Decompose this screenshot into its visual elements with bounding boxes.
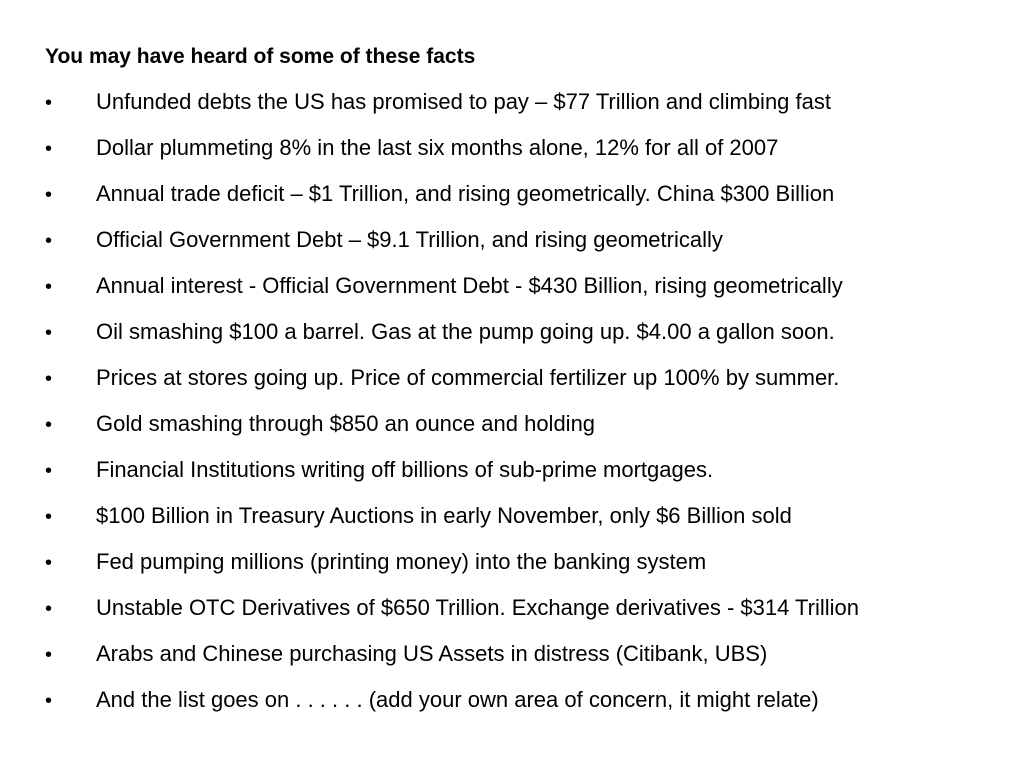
bullet-icon: •	[45, 138, 53, 160]
list-item	[45, 687, 859, 733]
bullet-icon: •	[45, 460, 53, 482]
bullet-icon: •	[45, 690, 53, 712]
bullet-icon: •	[45, 506, 53, 528]
bullet-text: Annual interest - Official Government Debt - $430 Billion, rising geometrically	[96, 273, 843, 298]
bullet-text: Official Government Debt – $9.1 Trillion, and rising geometrically	[96, 227, 723, 252]
list-item	[45, 319, 859, 365]
list-item	[45, 273, 859, 319]
list-item	[45, 457, 859, 503]
bullet-list	[45, 89, 859, 733]
bullet-text: Gold smashing through $850 an ounce and holding	[96, 411, 596, 436]
bullet-text: Financial Institutions writing off billions of sub-prime mortgages.	[96, 457, 714, 482]
bullet-text: Oil smashing $100 a barrel. Gas at the pump going up. $4.00 a gallon soon.	[96, 319, 835, 344]
list-item	[45, 365, 859, 411]
bullet-text: Dollar plummeting 8% in the last six months alone, 12% for all of 2007	[96, 135, 779, 160]
bullet-text: Arabs and Chinese purchasing US Assets in distress (Citibank, UBS)	[96, 641, 768, 666]
bullet-text: Unstable OTC Derivatives of $650 Trillion. Exchange derivatives - $314 Trillion	[96, 595, 860, 620]
bullet-icon: •	[45, 322, 53, 344]
list-item	[45, 89, 859, 135]
bullet-text: Unfunded debts the US has promised to pay – $77 Trillion and climbing fast	[96, 89, 831, 114]
list-item	[45, 595, 859, 641]
bullet-text: $100 Billion in Treasury Auctions in early November, only $6 Billion sold	[96, 503, 792, 528]
bullet-text: And the list goes on . . . . . . (add your own area of concern, it might relate)	[96, 687, 819, 712]
bullet-icon: •	[45, 598, 53, 620]
bullet-icon: •	[45, 644, 53, 666]
bullet-icon: •	[45, 184, 53, 206]
list-item	[45, 503, 859, 549]
bullet-text: Prices at stores going up. Price of commercial fertilizer up 100% by summer.	[96, 365, 840, 390]
bullet-icon: •	[45, 230, 53, 252]
list-item	[45, 641, 859, 687]
list-item	[45, 181, 859, 227]
bullet-text: Annual trade deficit – $1 Trillion, and rising geometrically. China $300 Billion	[96, 181, 835, 206]
bullet-text: Fed pumping millions (printing money) into the banking system	[96, 549, 707, 574]
list-item	[45, 549, 859, 595]
bullet-icon: •	[45, 276, 53, 298]
list-item	[45, 135, 859, 181]
list-item	[45, 227, 859, 273]
bullet-icon: •	[45, 552, 53, 574]
bullet-icon: •	[45, 368, 53, 390]
bullet-icon: •	[45, 414, 53, 436]
slide-title: You may have heard of some of these facts	[45, 45, 476, 68]
bullet-icon: •	[45, 92, 53, 114]
list-item	[45, 411, 859, 457]
